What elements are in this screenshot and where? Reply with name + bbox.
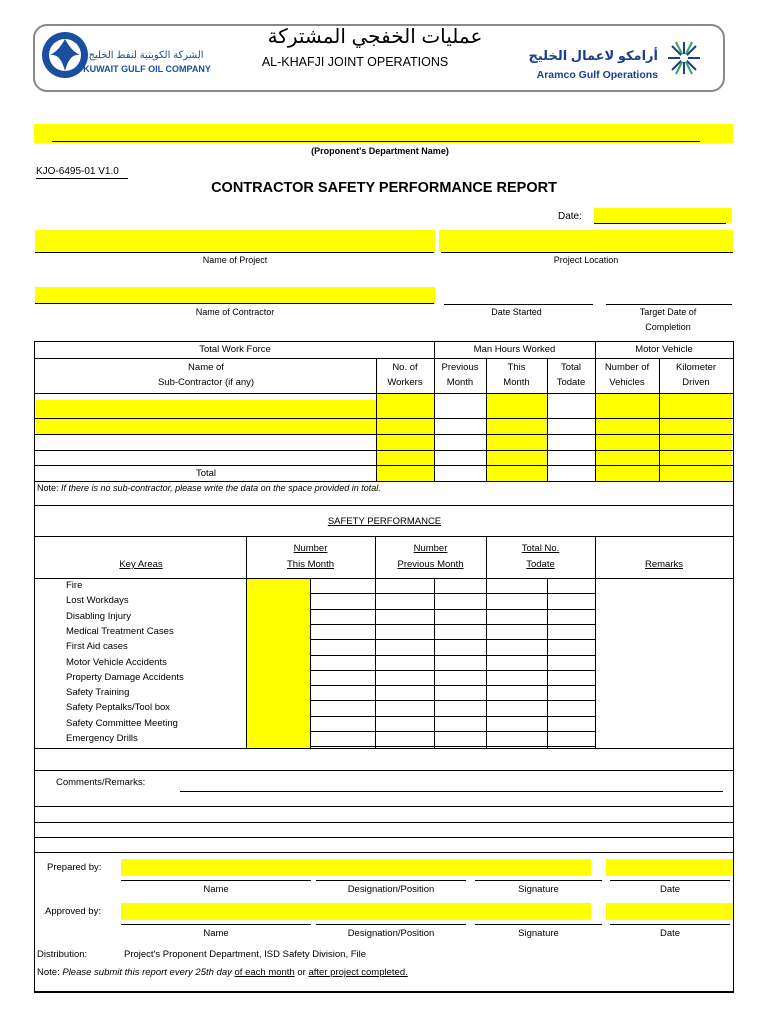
approved-name-label: Name bbox=[203, 928, 229, 939]
distribution-text: Project's Proponent Department, ISD Safety Division, File bbox=[124, 949, 367, 960]
subcontractor-name-1[interactable] bbox=[36, 400, 376, 417]
man-hours-header: Man Hours Worked bbox=[473, 344, 556, 355]
safety-this-month-field[interactable] bbox=[247, 579, 310, 747]
comments-line-2[interactable] bbox=[34, 806, 734, 807]
key-area-item: Motor Vehicle Accidents bbox=[66, 657, 167, 668]
key-area-row-line bbox=[310, 746, 595, 747]
key-area-item: Emergency Drills bbox=[66, 733, 138, 744]
prepared-by-label: Prepared by: bbox=[47, 862, 102, 873]
workforce-note bbox=[37, 483, 381, 493]
key-area-item: Property Damage Accidents bbox=[66, 672, 184, 683]
workers-header: Workers bbox=[387, 377, 423, 388]
footer-note-each-month: of each month bbox=[234, 967, 295, 978]
distribution-label: Distribution: bbox=[37, 949, 88, 960]
ago-arabic-name: أرامكو لاعمال الخليج bbox=[528, 48, 658, 63]
motor-vehicle-header: Motor Vehicle bbox=[635, 344, 693, 355]
prepared-date-field[interactable] bbox=[606, 859, 733, 876]
number-of-header: Number of bbox=[604, 362, 650, 373]
key-area-item: Lost Workdays bbox=[66, 595, 129, 606]
prepared-by-field[interactable] bbox=[121, 859, 591, 876]
footer-note-after: after project completed. bbox=[308, 967, 408, 978]
number-this-header: Number bbox=[293, 543, 328, 554]
approved-by-label: Approved by: bbox=[45, 906, 101, 917]
footer-note-text: Please submit this report every 25th day bbox=[62, 967, 232, 978]
key-area-item: Safety Training bbox=[66, 687, 130, 698]
total-work-force-header: Total Work Force bbox=[199, 344, 271, 355]
approved-designation-label: Designation/Position bbox=[347, 928, 435, 939]
contractor-name-field[interactable] bbox=[35, 287, 435, 304]
report-title: CONTRACTOR SAFETY PERFORMANCE REPORT bbox=[211, 180, 557, 196]
approved-date-label: Date bbox=[659, 928, 681, 939]
key-areas-header: Key Areas bbox=[119, 559, 163, 570]
footer-note bbox=[37, 967, 408, 978]
project-name-label: Name of Project bbox=[202, 255, 268, 265]
key-area-row-line bbox=[310, 639, 595, 640]
total-header: Total bbox=[560, 362, 582, 373]
subcontractor-name-2[interactable] bbox=[36, 419, 376, 434]
key-area-item: Medical Treatment Cases bbox=[66, 626, 174, 637]
prepared-date-label: Date bbox=[659, 884, 681, 895]
driven-header: Driven bbox=[682, 377, 710, 388]
kgoc-name: KUWAIT GULF OIL COMPANY bbox=[83, 64, 211, 74]
date-label: Date: bbox=[558, 211, 582, 222]
kgoc-arabic-name: الشركة الكويتية لنفط الخليج bbox=[88, 50, 204, 61]
prepared-name-label: Name bbox=[203, 884, 229, 895]
note-prefix: Note: bbox=[37, 483, 59, 493]
this-month-header: Month bbox=[503, 377, 530, 388]
this-month-safety-header: This Month bbox=[287, 559, 334, 570]
kilometer-header: Kilometer bbox=[675, 362, 717, 373]
comments-line-4[interactable] bbox=[34, 837, 734, 838]
comments-line-1[interactable] bbox=[180, 791, 723, 792]
vehicles-header: Vehicles bbox=[609, 377, 645, 388]
date-started-label: Date Started bbox=[491, 307, 542, 317]
previous-month-safety-header: Previous Month bbox=[397, 559, 464, 570]
name-of-header: Name of bbox=[188, 362, 224, 373]
date-field[interactable] bbox=[594, 208, 732, 223]
footer-note-or: or bbox=[297, 967, 306, 978]
key-area-row-line bbox=[310, 609, 595, 610]
vehicles-field[interactable] bbox=[596, 393, 732, 481]
todate-header: Todate bbox=[556, 377, 586, 388]
key-area-row-line bbox=[310, 685, 595, 686]
no-of-header: No. of bbox=[392, 362, 418, 373]
total-row-label: Total bbox=[195, 468, 217, 479]
key-area-item: Fire bbox=[66, 580, 83, 591]
total-no-header: Total No. bbox=[521, 543, 560, 554]
workers-column-field[interactable] bbox=[377, 393, 434, 481]
previous-month-header: Month bbox=[446, 377, 474, 388]
key-area-item: Disabling Injury bbox=[66, 611, 131, 622]
project-location-label: Project Location bbox=[553, 255, 619, 265]
target-date-label: Target Date of bbox=[639, 307, 697, 317]
arabic-title: عمليات الخفجي المشتركة bbox=[267, 26, 483, 48]
key-area-item: First Aid cases bbox=[66, 641, 128, 652]
number-previous-header: Number bbox=[413, 543, 448, 554]
this-month-hours-field[interactable] bbox=[487, 393, 547, 481]
key-area-row-line bbox=[310, 670, 595, 671]
key-area-item: Safety Peptalks/Tool box bbox=[66, 702, 171, 713]
key-area-row-line bbox=[310, 655, 595, 656]
todate-safety-header: Todate bbox=[526, 559, 555, 570]
approved-date-field[interactable] bbox=[606, 903, 733, 920]
remarks-header: Remarks bbox=[644, 559, 683, 570]
key-area-row-line bbox=[310, 700, 595, 701]
footer-note-prefix: Note: bbox=[37, 967, 60, 978]
key-area-row-line bbox=[310, 731, 595, 732]
sub-contractor-header: Sub-Contractor (if any) bbox=[157, 377, 255, 388]
key-area-row-line bbox=[310, 624, 595, 625]
previous-header: Previous bbox=[441, 362, 479, 373]
project-location-field[interactable] bbox=[439, 230, 733, 251]
document-code: KJO-6495-01 V1.0 bbox=[36, 166, 119, 177]
ago-name: Aramco Gulf Operations bbox=[536, 69, 658, 81]
contractor-name-label: Name of Contractor bbox=[195, 307, 275, 317]
completion-label: Completion bbox=[645, 322, 691, 332]
prepared-signature-label: Signature bbox=[518, 884, 559, 895]
note-text: If there is no sub-contractor, please write the data on the space provided in total. bbox=[61, 483, 381, 493]
prepared-designation-label: Designation/Position bbox=[347, 884, 435, 895]
header-title: AL-KHAFJI JOINT OPERATIONS bbox=[261, 55, 449, 69]
comments-label: Comments/Remarks: bbox=[56, 777, 146, 788]
approved-signature-label: Signature bbox=[518, 928, 559, 939]
safety-performance-title: SAFETY PERFORMANCE bbox=[327, 516, 442, 527]
aramco-logo-icon bbox=[664, 38, 704, 78]
key-area-row-line bbox=[310, 716, 595, 717]
this-header: This bbox=[507, 362, 526, 373]
comments-line-3[interactable] bbox=[34, 822, 734, 823]
key-area-row-line bbox=[310, 593, 595, 594]
key-area-item: Safety Committee Meeting bbox=[66, 718, 178, 729]
project-name-field[interactable] bbox=[35, 230, 435, 251]
department-label: (Proponent's Department Name) bbox=[311, 146, 449, 156]
approved-by-field[interactable] bbox=[121, 903, 591, 920]
